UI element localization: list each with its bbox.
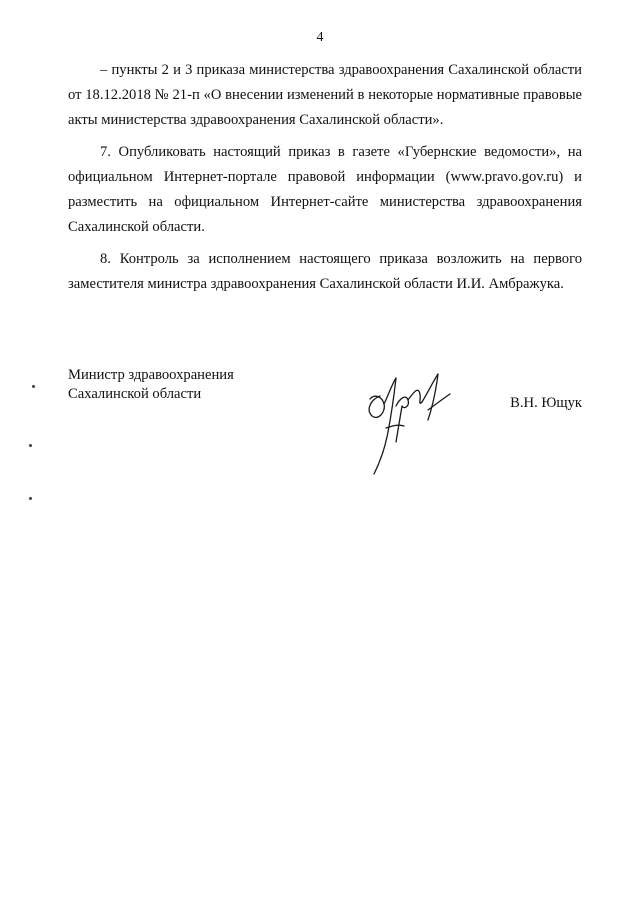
paragraph-7-publication: 7. Опубликовать настоящий приказ в газете «Губернские ведомости», на официальном Интернет-портале правовой информации (www.pravo.gov.ru) и разместить на официальном Интернет-сайте министерства здравоохранения Сахалинской области. [68, 144, 582, 235]
page-number: 4 [316, 30, 324, 45]
scan-speck [29, 497, 32, 500]
signatory-title-line2: Сахалинской области [68, 386, 202, 402]
signatory-title [68, 366, 234, 404]
handwritten-signature [358, 366, 468, 481]
scan-speck [32, 385, 35, 388]
signatory-name: В.Н. Ющук [510, 395, 582, 411]
document-body [68, 58, 582, 304]
paragraph-8-control: 8. Контроль за исполнением настоящего приказа возложить на первого заместителя министра здравоохранения Сахалинской области И.И. Амбражука. [68, 251, 582, 292]
paragraph-excluded-items: – пункты 2 и 3 приказа министерства здравоохранения Сахалинской области от 18.12.2018 № 21-п «О внесении изменений в некоторые нормативные правовые акты министерства здравоохранения Сахалинской области». [68, 62, 582, 128]
signature-block [68, 366, 582, 506]
scan-speck [29, 444, 32, 447]
signatory-title-line1: Министр здравоохранения [68, 367, 234, 383]
